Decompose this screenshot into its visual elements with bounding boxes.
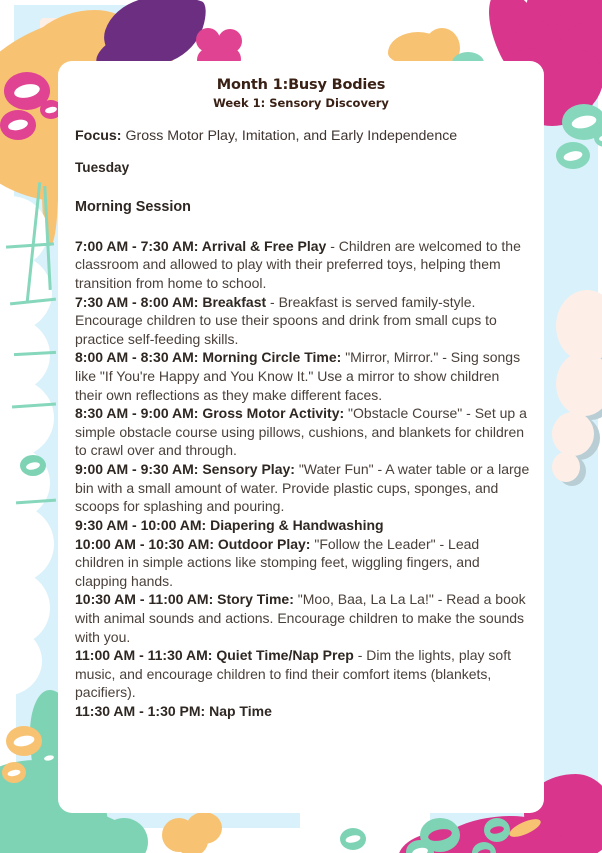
mint-ring-decoration	[340, 828, 366, 850]
schedule-item-time: 11:30 AM - 1:30 PM:	[75, 702, 206, 719]
schedule-item-title: Nap Time	[205, 702, 272, 719]
schedule-item	[75, 460, 530, 516]
orange-petal-decoration	[176, 826, 208, 853]
content-card	[58, 61, 544, 813]
mint-ring-left-decoration	[20, 455, 46, 476]
schedule-item-time: 11:00 AM - 11:30 AM:	[75, 647, 213, 664]
schedule-item	[75, 590, 530, 646]
schedule-item-desc: "Mirror, Mirror." - Sing songs like "If You're Happy and You Know It." Use a mirror to show children their own reflections as they make different faces.	[75, 349, 521, 403]
schedule-item-title: Morning Circle Time:	[198, 349, 342, 366]
mint-ring-decoration	[484, 818, 510, 842]
schedule-item-desc: - Breakfast is served family-style. Encourage children to use their spoons and drink from small cups to practice self-feeding skills.	[75, 293, 497, 347]
schedule-item-title: Gross Motor Activity:	[198, 405, 345, 422]
schedule-item-time: 10:30 AM - 11:00 AM:	[75, 591, 214, 608]
schedule-item-time: 10:00 AM - 10:30 AM:	[75, 535, 215, 552]
schedule-item-title: Breakfast	[198, 293, 267, 310]
schedule-item-title: Story Time:	[213, 591, 294, 608]
session-heading: Morning Session	[75, 198, 191, 215]
mint-ring-bottom-decoration	[40, 750, 58, 766]
schedule-item-time: 9:30 AM - 10:00 AM:	[75, 516, 207, 533]
focus-line	[75, 128, 530, 146]
schedule-item	[75, 348, 530, 404]
schedule-item	[75, 535, 530, 591]
schedule-item	[75, 516, 530, 535]
schedule-item-desc: "Moo, Baa, La La La!" - Read a book with animal sounds and actions. Encourage children to make the sounds with you.	[75, 591, 526, 645]
schedule-list	[75, 237, 530, 721]
schedule-item-time: 8:30 AM - 9:00 AM:	[75, 405, 199, 422]
page-subtitle: Week 1: Sensory Discovery	[213, 96, 389, 110]
schedule-item-time: 7:30 AM - 8:00 AM:	[75, 293, 199, 310]
mint-ring-decoration	[556, 142, 590, 169]
schedule-item-desc: "Water Fun" - A water table or a large bin with a small amount of water. Provide plastic cups, sponges, and scoops for splashing and pouring.	[75, 461, 530, 515]
schedule-item-desc: - Dim the lights, play soft music, and encourage children to find their comfort items (blankets, pacifiers).	[75, 647, 511, 701]
schedule-item	[75, 404, 530, 460]
orange-ring-decoration	[6, 726, 42, 756]
cream-circle-decoration	[552, 452, 580, 482]
schedule-item-time: 8:00 AM - 8:30 AM:	[75, 349, 199, 366]
cream-circle-decoration	[552, 412, 594, 456]
schedule-item-title: Outdoor Play:	[214, 535, 311, 552]
focus-label: Focus:	[75, 128, 122, 144]
orange-ring-decoration	[2, 762, 26, 783]
schedule-item-desc: "Follow the Leader" - Lead children in simple actions like stomping feet, wiggling fingers, and clapping hands.	[75, 535, 480, 589]
schedule-item-time: 9:00 AM - 9:30 AM:	[75, 461, 199, 478]
page-title: Month 1:Busy Bodies	[216, 77, 386, 93]
schedule-item-desc: - Children are welcomed to the classroom and allowed to play with their preferred toys, helping them transition from home to school.	[75, 237, 521, 291]
schedule-item-title: Sensory Play:	[198, 461, 295, 478]
pink-ring-decoration	[0, 110, 36, 140]
schedule-item-title: Diapering & Handwashing	[206, 516, 384, 533]
schedule-item	[75, 237, 530, 293]
schedule-item	[75, 646, 530, 702]
schedule-item-title: Quiet Time/Nap Prep	[212, 647, 354, 664]
schedule-item-title: Arrival & Free Play	[198, 237, 327, 254]
focus-text: Gross Motor Play, Imitation, and Early Independence	[121, 128, 458, 144]
schedule-item	[75, 293, 530, 349]
day-heading: Tuesday	[75, 159, 130, 175]
schedule-item-desc: "Obstacle Course" - Set up a simple obstacle course using pillows, cushions, and blankets for children to crawl over and through.	[75, 405, 527, 459]
schedule-item-time: 7:00 AM - 7:30 AM:	[75, 237, 199, 254]
schedule-item	[75, 702, 530, 721]
